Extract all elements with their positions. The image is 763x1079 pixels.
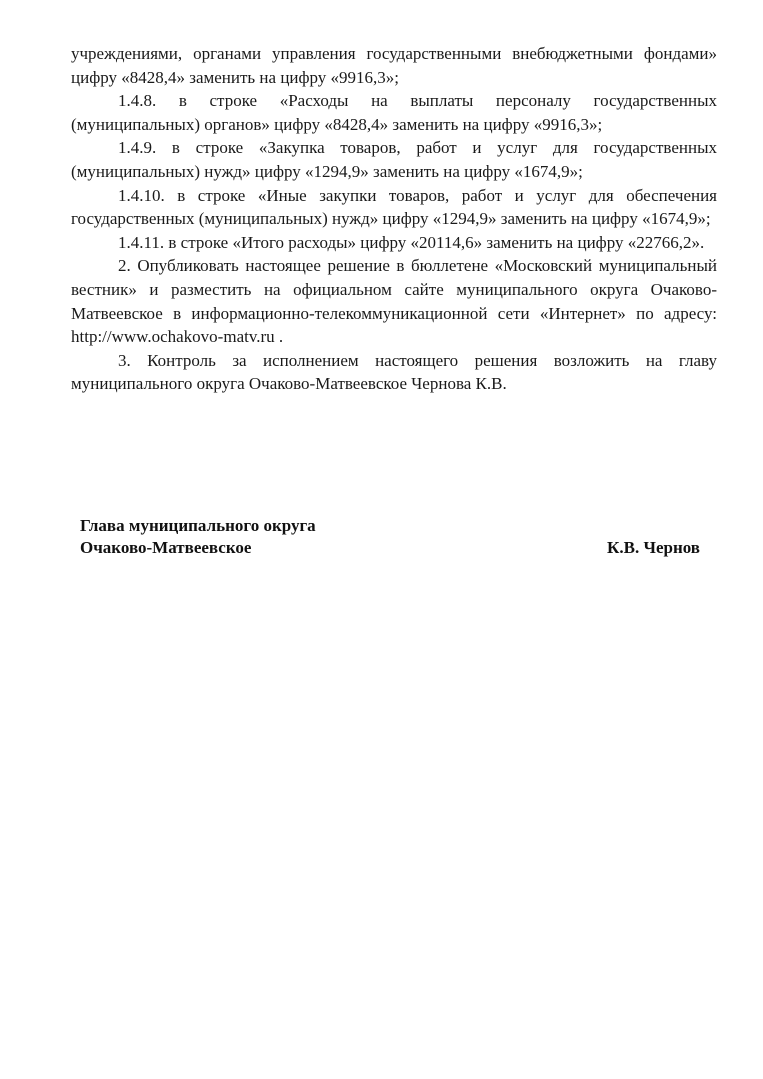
paragraph-item-1-4-9: 1.4.9. в строке «Закупка товаров, работ и услуг для государственных (муниципальных) нужд» цифру «1294,9» заменить на цифру «1674,9»; <box>71 138 717 181</box>
signature-row <box>80 537 700 559</box>
signature-title-line1: Глава муниципального округа <box>80 516 316 535</box>
signatory-name: К.В. Чернов <box>607 538 700 557</box>
signature-title-line2: Очаково-Матвеевское <box>80 538 252 557</box>
paragraph-item-2-publish: 2. Опубликовать настоящее решение в бюллетене «Московский муниципальный вестник» и разместить на официальном сайте муниципального округа Очаково-Матвеевское в информационно-телекоммуникационной сети «Интернет» по адресу: http://www.ochakovo-matv.ru . <box>71 256 717 347</box>
document-body <box>71 42 717 396</box>
paragraph-item-1-4-8: 1.4.8. в строке «Расходы на выплаты персоналу государственных (муниципальных) органов» цифру «8428,4» заменить на цифру «9916,3»; <box>71 91 717 134</box>
paragraph-item-1-4-10: 1.4.10. в строке «Иные закупки товаров, работ и услуг для обеспечения государственных (муниципальных) нужд» цифру «1294,9» заменить на цифру «1674,9»; <box>71 185 717 229</box>
paragraph-item-3-control: 3. Контроль за исполнением настоящего решения возложить на главу муниципального округа Очаково-Матвеевское Чернова К.В. <box>71 350 717 394</box>
signature-block <box>80 515 700 559</box>
paragraph-continuation: учреждениями, органами управления государственными внебюджетными фондами» цифру «8428,4» заменить на цифру «9916,3»; <box>71 44 717 87</box>
paragraph-item-1-4-11: 1.4.11. в строке «Итого расходы» цифру «20114,6» заменить на цифру «22766,2». <box>118 232 705 252</box>
